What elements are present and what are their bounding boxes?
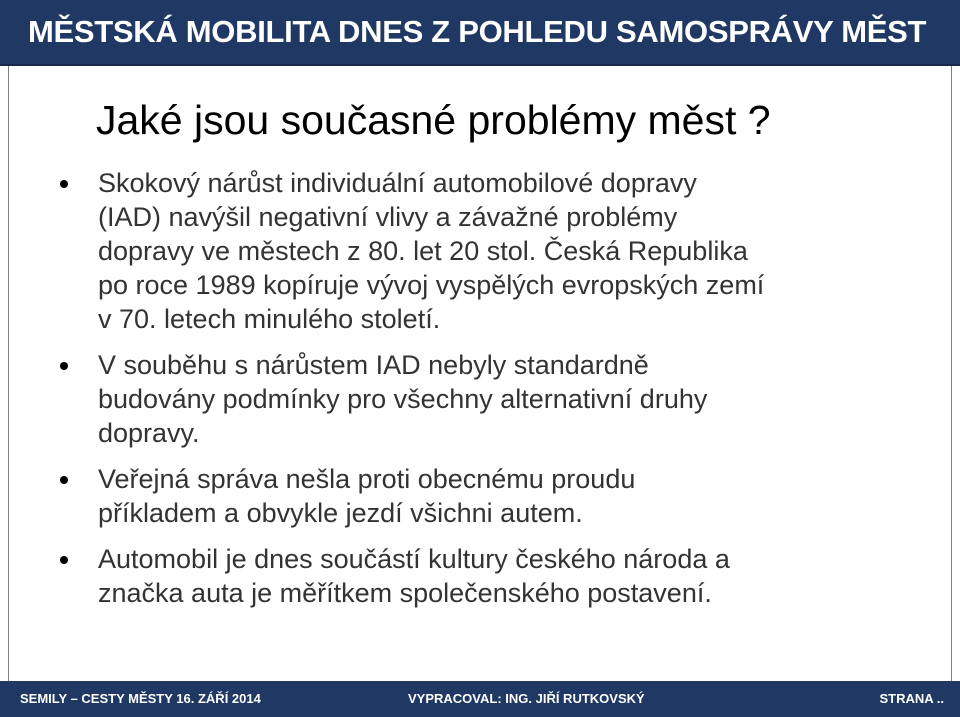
header-bar <box>0 0 960 66</box>
bullet-line: značka auta je měřítkem společenského postavení. <box>98 578 712 608</box>
bullet-item <box>0 166 960 336</box>
bullet-line: dopravy ve městech z 80. let 20 stol. Česká Republika <box>98 236 748 266</box>
bullet-item <box>0 462 960 530</box>
bullet-line: budovány podmínky pro všechny alternativní druhy <box>98 384 708 414</box>
bullet-dot-icon <box>60 476 68 484</box>
bullet-dot-icon <box>60 556 68 564</box>
header-title: MĚSTSKÁ MOBILITA DNES Z POHLEDU SAMOSPRÁVY MĚST <box>28 14 927 49</box>
bullet-line: Skokový nárůst individuální automobilové dopravy <box>98 168 697 198</box>
footer-page-number: STRANA .. <box>879 691 944 706</box>
bullet-line: příkladem a obvykle jezdí všichni autem. <box>98 498 583 528</box>
bullet-dot-icon <box>60 180 68 188</box>
footer-bar <box>0 681 960 717</box>
bullet-list <box>0 166 960 622</box>
bullet-line: dopravy. <box>98 418 200 448</box>
bullet-line: (IAD) navýšil negativní vlivy a závažné problémy <box>98 202 678 232</box>
footer-author: VYPRACOVAL: ING. JIŘÍ RUTKOVSKÝ <box>408 691 645 706</box>
bullet-item <box>0 348 960 450</box>
bullet-line: v 70. letech minulého století. <box>98 304 441 334</box>
bullet-item <box>0 542 960 610</box>
bullet-line: po roce 1989 kopíruje vývoj vyspělých evropských zemí <box>98 270 765 300</box>
bullet-line: V souběhu s nárůstem IAD nebyly standardně <box>98 350 649 380</box>
footer-event: SEMILY – CESTY MĚSTY 16. ZÁŘÍ 2014 <box>20 691 261 706</box>
bullet-line: Veřejná správa nešla proti obecnému proudu <box>98 464 636 494</box>
bullet-dot-icon <box>60 362 68 370</box>
slide-title: Jaké jsou současné problémy měst ? <box>96 97 771 143</box>
bullet-line: Automobil je dnes součástí kultury českého národa a <box>98 544 730 574</box>
